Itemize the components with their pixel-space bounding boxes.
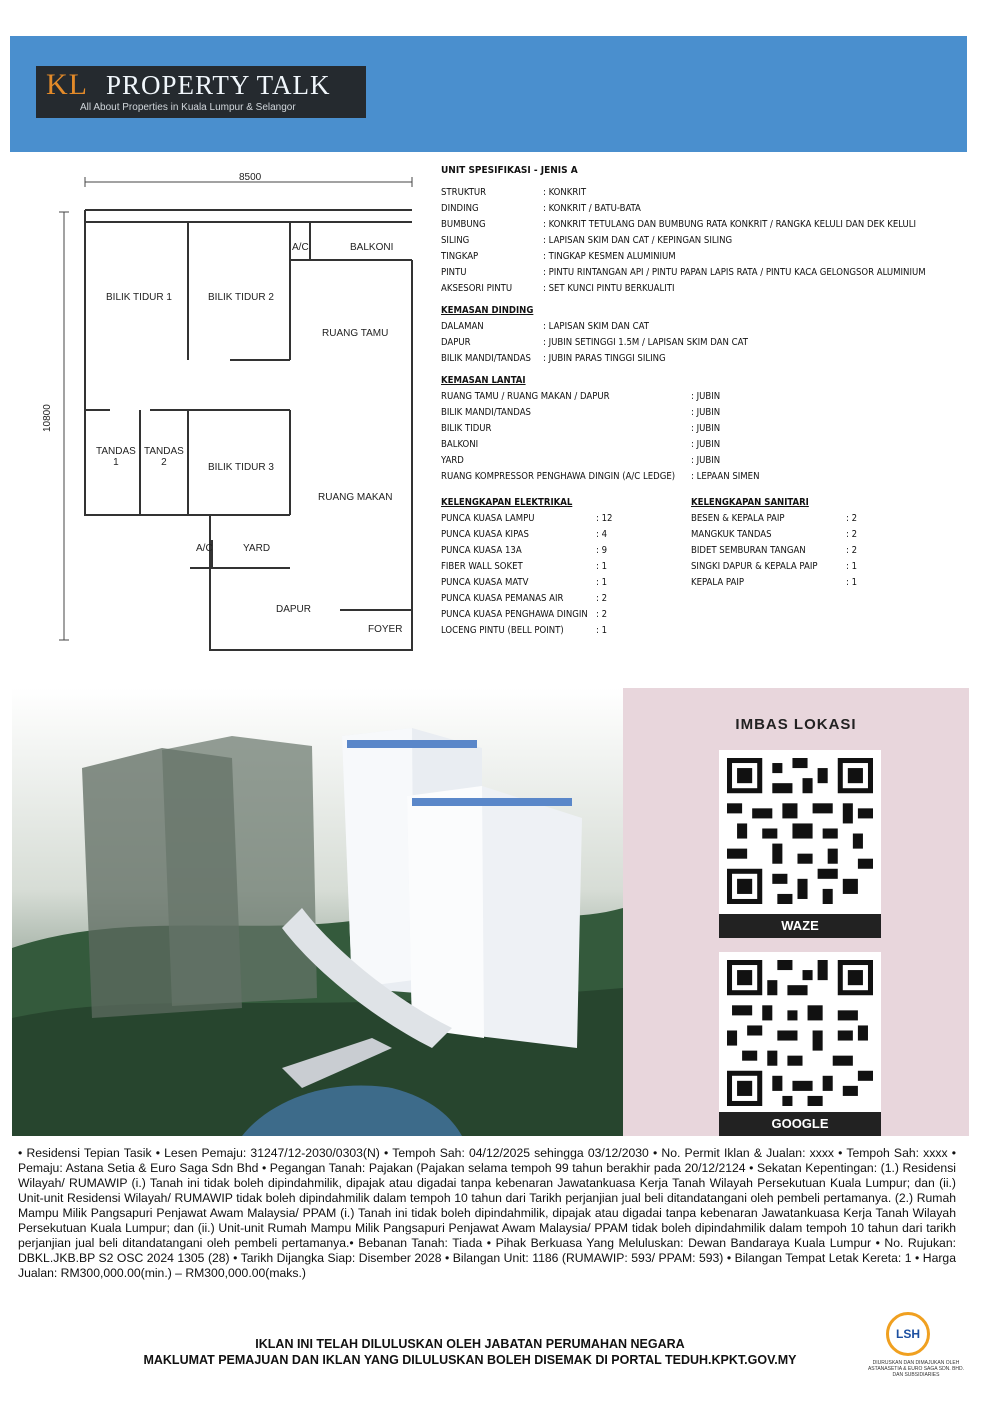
room-ac-2: A/C <box>196 543 213 554</box>
room-yard: YARD <box>243 543 271 554</box>
spec-key: STRUKTUR <box>441 187 487 198</box>
spec-value: : JUBIN <box>691 423 721 434</box>
spec-row <box>441 265 971 281</box>
spec-key: PUNCA KUASA MATV <box>441 577 529 588</box>
room-ruang-tamu: RUANG TAMU <box>322 328 389 339</box>
plan-height-dim: 10800 <box>42 404 53 432</box>
logo-kl: KL <box>46 68 88 101</box>
site-logo[interactable] <box>36 66 366 118</box>
spec-value: : 12 <box>596 513 613 524</box>
spec-key: BILIK MANDI/TANDAS <box>441 353 531 364</box>
spec-row <box>441 623 691 639</box>
spec-key: BILIK MANDI/TANDAS <box>441 407 531 418</box>
google-qr-icon <box>727 960 873 1106</box>
spec-row <box>441 543 691 559</box>
spec-row <box>691 559 881 575</box>
logo-tagline: All About Properties in Kuala Lumpur & Selangor <box>80 102 296 113</box>
spec-key: BILIK TIDUR <box>441 423 492 434</box>
elektrik-column <box>441 489 691 639</box>
spec-row <box>441 453 971 469</box>
kelengkapan-elektrikal-heading: KELENGKAPAN ELEKTRIKAL <box>441 497 573 508</box>
spec-value: : JUBIN <box>691 391 721 402</box>
lsh-seal-icon <box>886 1312 930 1356</box>
spec-key: DALAMAN <box>441 321 484 332</box>
spec-value: : LAPISAN SKIM DAN CAT <box>543 321 649 332</box>
development-rendering <box>12 688 623 1136</box>
spec-key: MANGKUK TANDAS <box>691 529 772 540</box>
spec-value: : LEPAAN SIMEN <box>691 471 760 482</box>
waze-qr-icon <box>727 758 873 904</box>
kemasan-lantai-heading: KEMASAN LANTAI <box>441 375 526 386</box>
spec-row <box>441 421 971 437</box>
plan-width-dim: 8500 <box>239 172 262 183</box>
spec-key: RUANG KOMPRESSOR PENGHAWA DINGIN (A/C LEDGE) <box>441 471 676 482</box>
spec-row <box>441 527 691 543</box>
spec-row <box>691 511 881 527</box>
spec-key: KEPALA PAIP <box>691 577 744 588</box>
spec-row <box>441 185 971 201</box>
imbas-lokasi-heading: IMBAS LOKASI <box>735 716 857 733</box>
legal-disclaimer: • Residensi Tepian Tasik • Lesen Pemaju: 31247/12-2030/0303(N) • Tempoh Sah: 04/12/2025 sehingga 03/12/2030 • No. Permit Iklan & Jualan: xxxx • Tempoh Sah: xxxx • Pemaju: Astana Setia & Euro Saga Sdn Bhd • Pegangan Tanah: Pajakan (Pajakan selama tempoh 99 tahun berakhir pada 20/12/2124 • Sekatan Kepentingan: (1.) Residensi Wilayah/ RUMAWIP (i.) Tanah ini tidak boleh dipindahmilik, dipajak atau digadai tanpa kebenaran Jawatankuasa Kerja Tanah Wilayah Persekutuan Kuala Lumpur; dan (ii.) Unit-unit Residensi Wilayah/ RUMAWIP tidak boleh dipindahmilik dalam tempoh 10 tahun dari Tarikh perjanjian jual beli ditandatangani oleh pembeli pertamanya. (2.) Rumah Mampu Milik Pangsapuri Penjawat Awam Malaysia/ PPAM (i.) Tanah ini tidak boleh dipindahmilik, dipajak atau digadai tanpa kebenaran Jawatankuasa Kerja Tanah Wilayah Persekutuan Kuala Lumpur; dan (ii.) Unit-unit Rumah Mampu Milik Pangsapuri Penjawat Awam Malaysia/ PPAM tidak boleh dipindahmilik dalam tempoh 10 tahun dari tarikh perjanjian jual beli ditandatangani oleh pembeli pertamanya.• Bebanan Tanah: Tiada • Pihak Berkuasa Yang Meluluskan: Dewan Bandaraya Kuala Lumpur • No. Rujukan: DBKL.JKB.BP S2 OSC 2024 1305 (28) • Tarikh Dijangka Siap: Disember 2028 • Bilangan Unit: 1186 (RUMAWIP: 593/ PPAM: 593) • Bilangan Tempat Letak Kereta: 1 • Harga Jualan: RM300,000.00(min.) – RM300,000.00(maks.) <box>18 1146 956 1280</box>
spec-key: BIDET SEMBURAN TANGAN <box>691 545 806 556</box>
spec-value: : 4 <box>596 529 608 540</box>
spec-row <box>441 437 971 453</box>
spec-row <box>441 217 971 233</box>
spec-row <box>441 559 691 575</box>
room-tandas-1: TANDAS 1 <box>96 446 136 468</box>
spec-value: : JUBIN PARAS TINGGI SILING <box>543 353 666 364</box>
spec-key: PUNCA KUASA 13A <box>441 545 522 556</box>
floor-plan-drawing <box>40 160 430 660</box>
spec-value: : 2 <box>596 593 608 604</box>
room-ac-1: A/C <box>292 242 309 253</box>
spec-key: TINGKAP <box>441 251 479 262</box>
spec-value: : 1 <box>846 561 858 572</box>
room-balkoni: BALKONI <box>350 242 394 253</box>
floor-plan <box>40 160 430 660</box>
spec-row <box>441 319 971 335</box>
spec-value: : 1 <box>596 625 608 636</box>
spec-row <box>691 543 881 559</box>
lsh-logo <box>866 1312 966 1392</box>
sanitari-column <box>691 489 881 639</box>
spec-row <box>441 607 691 623</box>
spec-value: : 2 <box>846 545 858 556</box>
approval-line-2: MAKLUMAT PEMAJUAN DAN IKLAN YANG DILULUSKAN BOLEH DISEMAK DI PORTAL TEDUH.KPKT.GOV.MY <box>143 1353 797 1367</box>
spec-key: RUANG TAMU / RUANG MAKAN / DAPUR <box>441 391 610 402</box>
spec-value: : TINGKAP KESMEN ALUMINIUM <box>543 251 676 262</box>
spec-key: PUNCA KUASA KIPAS <box>441 529 529 540</box>
kemasan-lantai-list <box>441 389 971 485</box>
spec-value: : 1 <box>846 577 858 588</box>
spec-key: SINGKI DAPUR & KEPALA PAIP <box>691 561 818 572</box>
spec-row <box>441 281 971 297</box>
spec-value: : KONKRIT / BATU-BATA <box>543 203 641 214</box>
spec-key: SILING <box>441 235 470 246</box>
spec-row <box>441 511 691 527</box>
spec-key: FIBER WALL SOKET <box>441 561 523 572</box>
spec-key: LOCENG PINTU (BELL POINT) <box>441 625 564 636</box>
spec-key: DINDING <box>441 203 479 214</box>
spec-value: : JUBIN SETINGGI 1.5M / LAPISAN SKIM DAN CAT <box>543 337 748 348</box>
spec-row <box>691 575 881 591</box>
spec-row <box>441 249 971 265</box>
approval-line-1: IKLAN INI TELAH DILULUSKAN OLEH JABATAN PERUMAHAN NEGARA <box>255 1337 685 1351</box>
spec-value: : 2 <box>596 609 608 620</box>
qr-panel <box>623 688 969 1136</box>
spec-value: : 1 <box>596 577 608 588</box>
spec-row <box>691 527 881 543</box>
kelengkapan-columns <box>441 489 971 639</box>
spec-value: : 1 <box>596 561 608 572</box>
waze-caption: WAZE <box>719 914 881 938</box>
spec-title: UNIT SPESIFIKASI - JENIS A <box>441 165 578 176</box>
spec-value: : 9 <box>596 545 608 556</box>
unit-specification <box>441 163 971 639</box>
spec-row <box>441 575 691 591</box>
spec-value: : PINTU RINTANGAN API / PINTU PAPAN LAPIS RATA / PINTU KACA GELONGSOR ALUMINIUM <box>543 267 926 278</box>
spec-key: BUMBUNG <box>441 219 486 230</box>
spec-row <box>441 591 691 607</box>
spec-key: PUNCA KUASA PEMANAS AIR <box>441 593 564 604</box>
spec-value: : 2 <box>846 513 858 524</box>
spec-value: : JUBIN <box>691 455 721 466</box>
spec-value: : 2 <box>846 529 858 540</box>
room-dapur: DAPUR <box>276 604 312 615</box>
header-banner <box>10 36 967 152</box>
spec-row <box>441 335 971 351</box>
spec-value: : JUBIN <box>691 407 721 418</box>
spec-key: AKSESORI PINTU <box>441 283 513 294</box>
room-ruang-makan: RUANG MAKAN <box>318 492 393 503</box>
spec-value: : KONKRIT <box>543 187 587 198</box>
room-bilik-tidur-3: BILIK TIDUR 3 <box>208 462 274 473</box>
spec-value: : LAPISAN SKIM DAN CAT / KEPINGAN SILING <box>543 235 733 246</box>
kemasan-dinding-heading: KEMASAN DINDING <box>441 305 534 316</box>
google-qr-card[interactable] <box>719 952 881 1136</box>
spec-row <box>441 201 971 217</box>
spec-value: : JUBIN <box>691 439 721 450</box>
kelengkapan-sanitari-heading: KELENGKAPAN SANITARI <box>691 497 809 508</box>
spec-value: : SET KUNCI PINTU BERKUALITI <box>543 283 675 294</box>
tower-illustration <box>12 688 623 1136</box>
google-caption: GOOGLE <box>719 1112 881 1136</box>
spec-key: DAPUR <box>441 337 471 348</box>
room-bilik-tidur-1: BILIK TIDUR 1 <box>106 292 172 303</box>
spec-row <box>441 405 971 421</box>
spec-row <box>441 351 971 367</box>
spec-key: BESEN & KEPALA PAIP <box>691 513 785 524</box>
spec-key: PUNCA KUASA PENGHAWA DINGIN <box>441 609 588 620</box>
spec-row <box>441 389 971 405</box>
spec-value: : KONKRIT TETULANG DAN BUMBUNG RATA KONKRIT / RANGKA KELULI DAN DEK KELULI <box>543 219 917 230</box>
spec-key: YARD <box>441 455 464 466</box>
spec-row <box>441 469 971 485</box>
spec-key: PINTU <box>441 267 467 278</box>
spec-key: PUNCA KUASA LAMPU <box>441 513 535 524</box>
spec-key: BALKONI <box>441 439 479 450</box>
lsh-mark: LSH <box>896 1327 920 1341</box>
approval-notice <box>100 1336 840 1368</box>
room-bilik-tidur-2: BILIK TIDUR 2 <box>208 292 274 303</box>
room-tandas-2: TANDAS 2 <box>144 446 184 468</box>
room-foyer: FOYER <box>368 624 403 635</box>
logo-property-talk: PROPERTY TALK <box>106 70 331 100</box>
spec-general <box>441 185 971 297</box>
lsh-note: DIURUSKAN DAN DIMAJUKAN OLEH ASTANASETIA & EURO SAGA SDN. BHD. DAN SUBSIDIARIES <box>867 1360 965 1378</box>
waze-qr-card[interactable] <box>719 750 881 938</box>
spec-row <box>441 233 971 249</box>
